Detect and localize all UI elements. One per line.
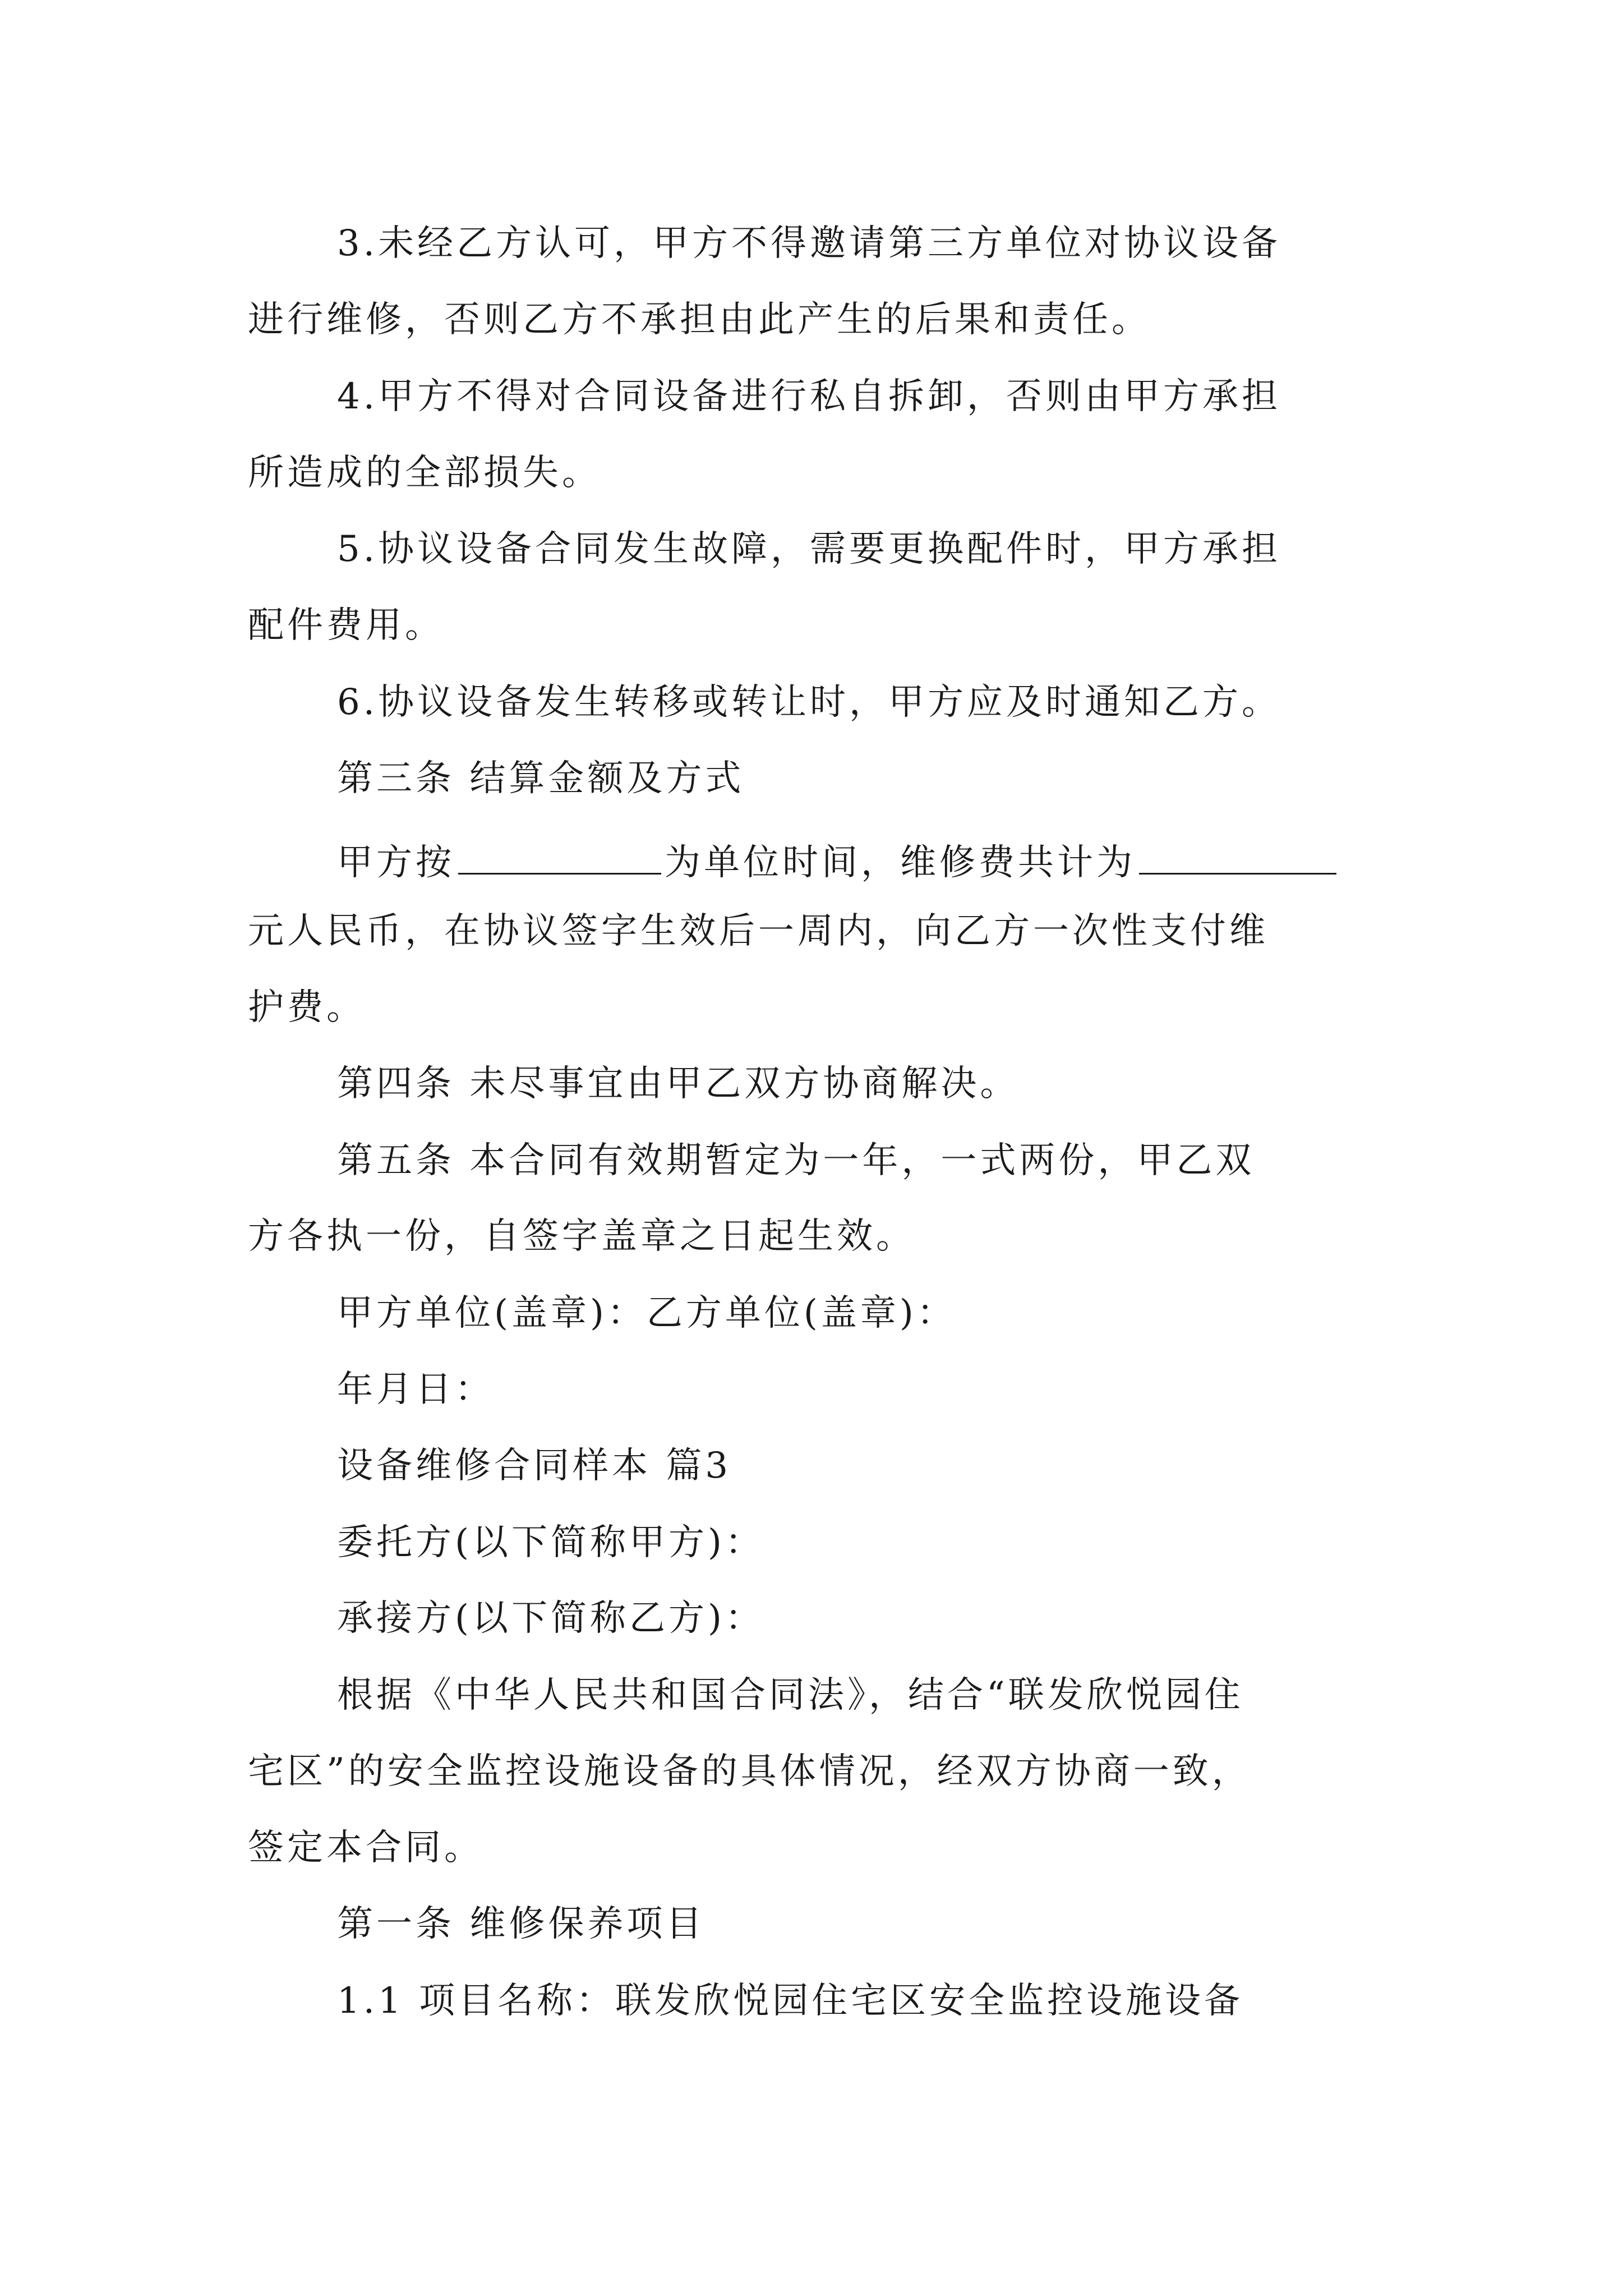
preamble-line-3: 签定本合同。: [248, 1827, 483, 1869]
clause-3-line-2: 进行维修，否则乙方不承担由此产生的后果和责任。: [248, 299, 1151, 341]
article-5-line-2: 方各执一份，自签字盖章之日起生效。: [248, 1216, 915, 1257]
clause-4-line-2: 所造成的全部损失。: [248, 452, 601, 494]
date-line: 年月日：: [337, 1369, 494, 1410]
section-heading: 设备维修合同样本 篇3: [337, 1445, 732, 1487]
clause-5-line-1: 5.协议设备合同发生故障，需要更换配件时，甲方承担: [337, 528, 1281, 570]
clause-4-line-1: 4.甲方不得对合同设备进行私自拆卸，否则由甲方承担: [337, 376, 1281, 417]
article-3-line-1: [337, 837, 1336, 884]
preamble-line-1: 根据《中华人民共和国合同法》，结合“联发欣悦园住: [337, 1674, 1244, 1716]
client-line: 委托方(以下简称甲方)：: [337, 1522, 764, 1563]
article-3-line-3: 护费。: [248, 987, 366, 1028]
article-4-line: 第四条 未尽事宜由甲乙双方协商解决。: [337, 1063, 1020, 1105]
article-5-line-1: 第五条 本合同有效期暂定为一年，一式两份，甲乙双: [337, 1140, 1255, 1181]
signature-line: 甲方单位(盖章)：乙方单位(盖章)：: [337, 1292, 956, 1334]
article-3-heading: 第三条 结算金额及方式: [337, 758, 745, 799]
item-1-1-line: 1.1 项目名称：联发欣悦园住宅区安全监控设施设备: [337, 1980, 1244, 2022]
contractor-line: 承接方(以下简称乙方)：: [337, 1598, 764, 1639]
time-unit-blank: [458, 837, 661, 875]
article-3-text-a: 甲方按: [337, 842, 455, 884]
preamble-line-2: 宅区”的安全监控设施设备的具体情况，经双方协商一致，: [248, 1751, 1251, 1792]
article-1-heading: 第一条 维修保养项目: [337, 1903, 706, 1945]
amount-blank: [1139, 837, 1336, 875]
article-3-text-b: 为单位时间，维修费共计为: [665, 842, 1136, 884]
article-3-line-2: 元人民币，在协议签字生效后一周内，向乙方一次性支付维: [248, 910, 1269, 952]
clause-5-line-2: 配件费用。: [248, 605, 444, 646]
clause-3-line-1: 3.未经乙方认可，甲方不得邀请第三方单位对协议设备: [337, 223, 1281, 264]
clause-6-line: 6.协议设备发生转移或转让时，甲方应及时通知乙方。: [337, 682, 1281, 723]
